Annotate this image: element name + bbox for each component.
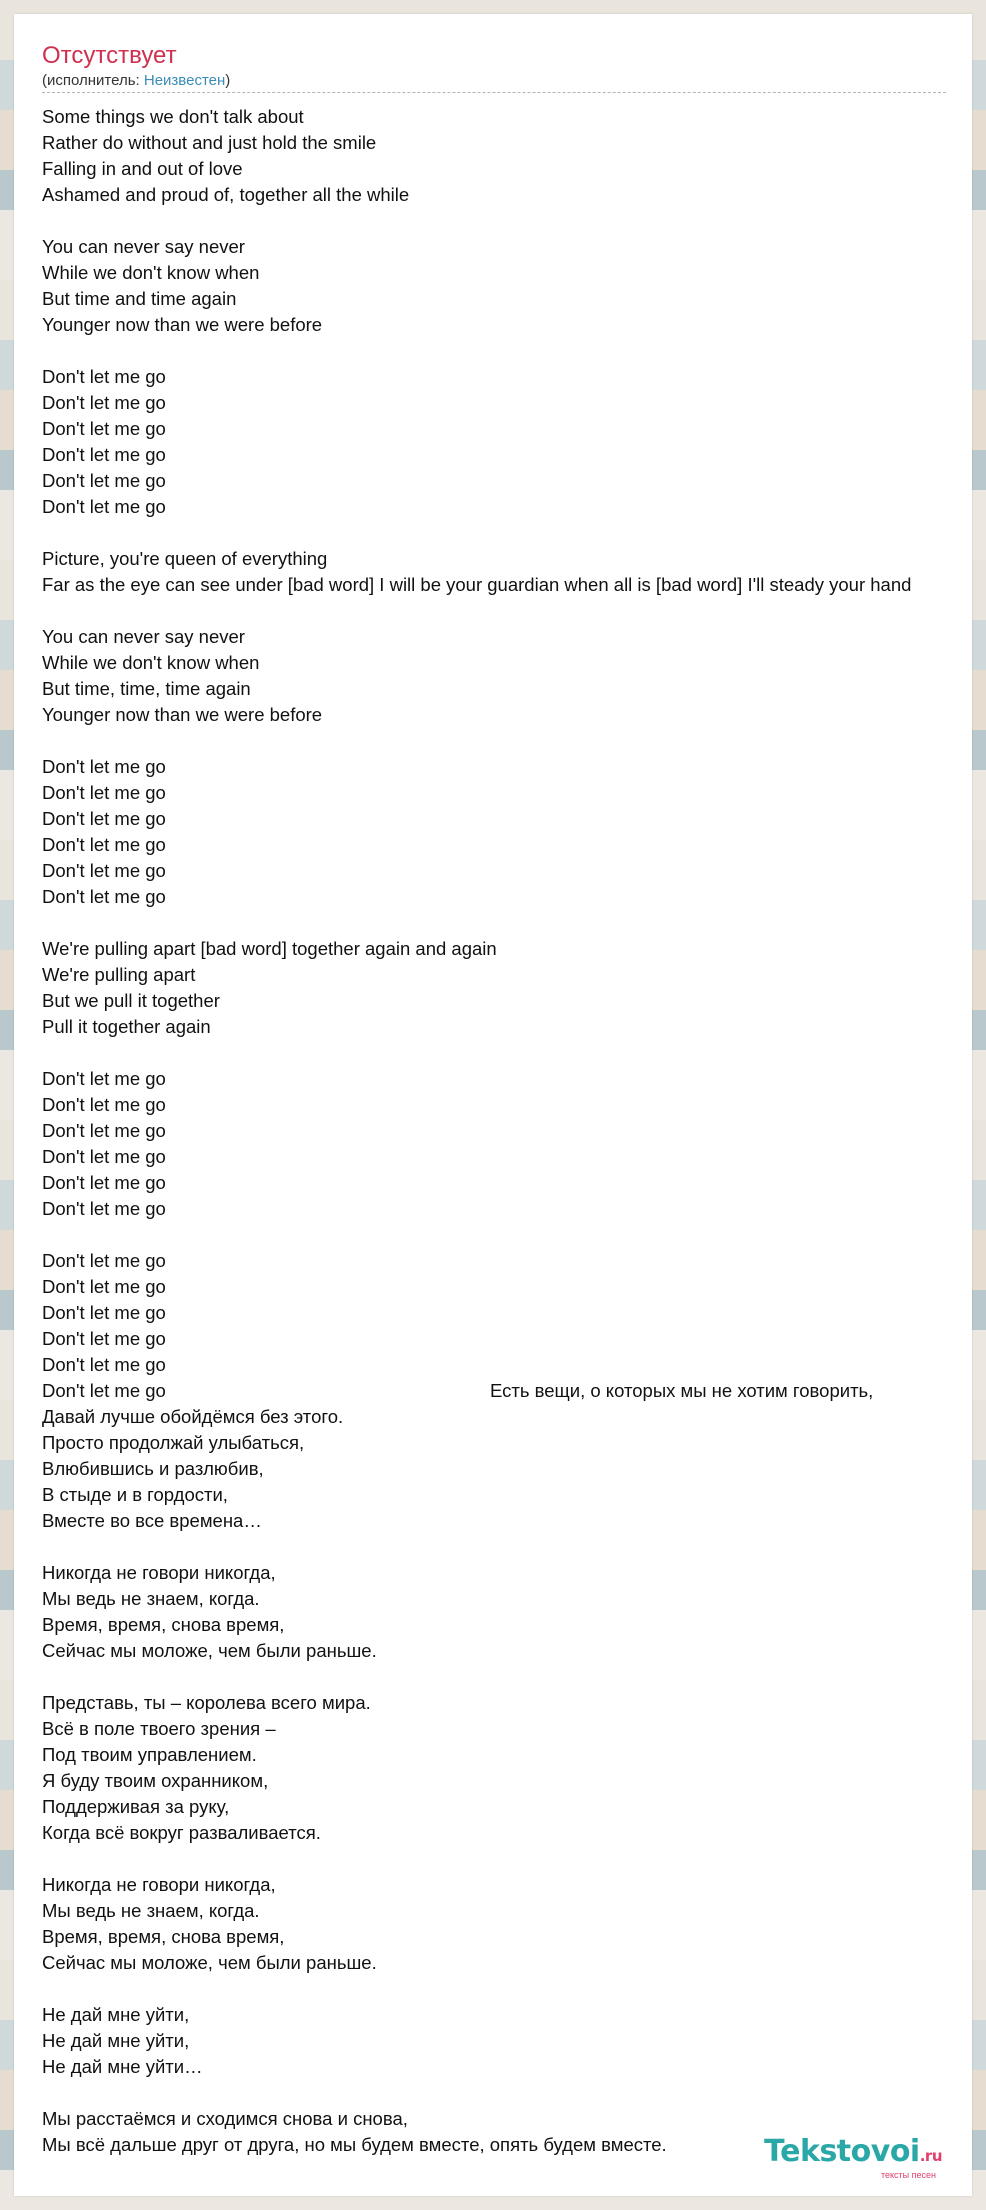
lyrics-page xyxy=(14,14,972,2196)
lyrics-line: Сейчас мы моложе, чем были раньше. xyxy=(42,1952,377,1973)
lyrics-line: Время, время, снова время, xyxy=(42,1926,285,1947)
lyrics-line: Don't let me go xyxy=(42,834,166,855)
lyrics-line: Don't let me go xyxy=(42,886,166,907)
artist-prefix: (исполнитель: xyxy=(42,72,144,89)
lyrics-line: Влюбившись и разлюбив, xyxy=(42,1458,264,1479)
lyrics-blank-line xyxy=(42,1534,911,1560)
lyrics-blank-line xyxy=(42,1846,911,1872)
lyrics-line: Don't let me go xyxy=(42,1068,166,1089)
lyrics-line: While we don't know when xyxy=(42,262,260,283)
lyrics-line: Всё в поле твоего зрения – xyxy=(42,1718,276,1739)
lyrics-line: Don't let me go xyxy=(42,1250,166,1271)
lyrics-line: Ashamed and proud of, together all the while xyxy=(42,184,410,205)
lyrics-line: Никогда не говори никогда, xyxy=(42,1874,276,1895)
lyrics-line: Сейчас мы моложе, чем были раньше. xyxy=(42,1640,377,1661)
lyrics-line: You can never say never xyxy=(42,236,245,257)
lyrics-line: Don't let me go xyxy=(42,1380,166,1401)
lyrics-line: Younger now than we were before xyxy=(42,314,323,335)
translation-first-line: Есть вещи, о которых мы не хотим говорить, xyxy=(490,1380,874,1401)
lyrics-line: Younger now than we were before xyxy=(42,704,323,725)
lyrics-blank-line xyxy=(42,2080,911,2106)
lyrics-line: Не дай мне уйти… xyxy=(42,2056,203,2077)
lyrics-line: Поддерживая за руку, xyxy=(42,1796,230,1817)
title-divider xyxy=(42,92,946,93)
lyrics-line: Pull it together again xyxy=(42,1016,211,1037)
lyrics-line: Когда всё вокруг разваливается. xyxy=(42,1822,321,1843)
lyrics-line: Rather do without and just hold the smile xyxy=(42,132,377,153)
lyrics-line: But we pull it together xyxy=(42,990,220,1011)
lyrics-text xyxy=(42,104,911,2158)
lyrics-line: Не дай мне уйти, xyxy=(42,2004,190,2025)
lyrics-line: Просто продолжай улыбаться, xyxy=(42,1432,305,1453)
lyrics-line: Представь, ты – королева всего мира. xyxy=(42,1692,371,1713)
lyrics-blank-line xyxy=(42,1976,911,2002)
lyrics-line: Мы ведь не знаем, когда. xyxy=(42,1588,260,1609)
logo-tld: .ru xyxy=(919,2147,942,2165)
lyrics-line: Мы всё дальше друг от друга, но мы будем вместе, опять будем вместе. xyxy=(42,2134,667,2155)
lyrics-line: You can never say never xyxy=(42,626,245,647)
artist-link[interactable]: Неизвестен xyxy=(143,72,226,89)
lyrics-line: Don't let me go xyxy=(42,1146,166,1167)
lyrics-line: Don't let me go xyxy=(42,496,166,517)
lyrics-blank-line xyxy=(42,598,911,624)
lyrics-line: But time and time again xyxy=(42,288,237,309)
lyrics-line: Don't let me go xyxy=(42,1094,166,1115)
lyrics-line: Don't let me go xyxy=(42,366,166,387)
lyrics-blank-line xyxy=(42,910,911,936)
lyrics-line: Don't let me go xyxy=(42,1354,166,1375)
lyrics-line: Don't let me go xyxy=(42,1276,166,1297)
song-title: Отсутствует xyxy=(42,42,177,69)
lyrics-line: We're pulling apart xyxy=(42,964,196,985)
lyrics-line: Don't let me go xyxy=(42,418,166,439)
lyrics-line: Don't let me go xyxy=(42,444,166,465)
logo-tagline: тексты песен xyxy=(880,2170,936,2180)
lyrics-line: But time, time, time again xyxy=(42,678,251,699)
lyrics-line: Don't let me go xyxy=(42,1172,166,1193)
lyrics-blank-line xyxy=(42,728,911,754)
lyrics-line: Don't let me go xyxy=(42,1198,166,1219)
lyrics-line: Вместе во все времена… xyxy=(42,1510,262,1531)
lyrics-line: Мы ведь не знаем, когда. xyxy=(42,1900,260,1921)
lyrics-blank-line xyxy=(42,208,911,234)
artist-suffix: ) xyxy=(225,72,231,89)
lyrics-line: Мы расстаёмся и сходимся снова и снова, xyxy=(42,2108,408,2129)
lyrics-line: Falling in and out of love xyxy=(42,158,243,179)
lyrics-line: Don't let me go xyxy=(42,756,166,777)
lyrics-blank-line xyxy=(42,1664,911,1690)
lyrics-line: Я буду твоим охранником, xyxy=(42,1770,269,1791)
lyrics-line: Никогда не говори никогда, xyxy=(42,1562,276,1583)
lyrics-line: В стыде и в гордости, xyxy=(42,1484,228,1505)
artist-line xyxy=(42,72,230,89)
lyrics-blank-line xyxy=(42,1222,911,1248)
lyrics-line: Don't let me go xyxy=(42,1120,166,1141)
lyrics-line: Don't let me go xyxy=(42,1302,166,1323)
lyrics-line: Don't let me go xyxy=(42,1328,166,1349)
lyrics-line: Давай лучше обойдёмся без этого. xyxy=(42,1406,344,1427)
lyrics-line: We're pulling apart [bad word] together again and again xyxy=(42,938,497,959)
lyrics-line: Far as the eye can see under [bad word] I will be your guardian when all is [bad word] I'll steady your hand xyxy=(42,574,912,595)
lyrics-blank-line xyxy=(42,338,911,364)
lyrics-line: Не дай мне уйти, xyxy=(42,2030,190,2051)
logo-name: Tekstovoi xyxy=(764,2134,920,2169)
lyrics-line: Some things we don't talk about xyxy=(42,106,304,127)
lyrics-line: Don't let me go xyxy=(42,782,166,803)
lyrics-blank-line xyxy=(42,1040,911,1066)
lyrics-line: Don't let me go xyxy=(42,392,166,413)
lyrics-line: Picture, you're queen of everything xyxy=(42,548,328,569)
lyrics-line: Время, время, снова время, xyxy=(42,1614,285,1635)
lyrics-line: Под твоим управлением. xyxy=(42,1744,257,1765)
lyrics-line: Don't let me go xyxy=(42,470,166,491)
lyrics-line: Don't let me go xyxy=(42,860,166,881)
lyrics-line: Don't let me go xyxy=(42,808,166,829)
lyrics-line: While we don't know when xyxy=(42,652,260,673)
lyrics-blank-line xyxy=(42,520,911,546)
site-logo[interactable] xyxy=(764,2136,942,2180)
